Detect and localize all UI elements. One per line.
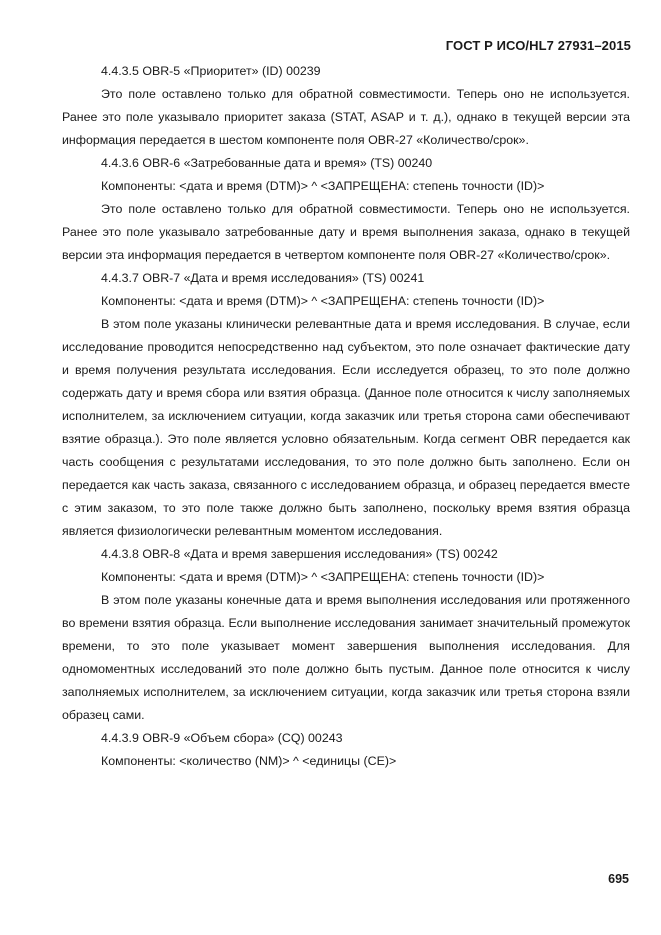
section-heading-obr-6: 4.4.3.6 OBR-6 «Затребованные дата и время» (TS) 00240	[101, 156, 433, 170]
page-number: 695	[608, 872, 629, 886]
components-line-obr-7: Компоненты: <дата и время (DTM)> ^ <ЗАПРЕЩЕНА: степень точности (ID)>	[101, 294, 545, 308]
paragraph-obr-5-description: Это поле оставлено только для обратной совместимости. Теперь оно не используется. Ранее это поле указывало приоритет заказа (STAT, ASAP и т. д.), однако в текущей версии эта информация передается в шестом компоненте поля OBR-27 «Количество/срок».	[62, 87, 630, 147]
section-heading-obr-9: 4.4.3.9 OBR-9 «Объем сбора» (CQ) 00243	[101, 731, 343, 745]
document-body	[62, 60, 630, 773]
components-line-obr-8: Компоненты: <дата и время (DTM)> ^ <ЗАПРЕЩЕНА: степень точности (ID)>	[101, 570, 545, 584]
document-header: ГОСТ Р ИСО/HL7 27931–2015	[445, 38, 631, 53]
components-line-obr-6: Компоненты: <дата и время (DTM)> ^ <ЗАПРЕЩЕНА: степень точности (ID)>	[101, 179, 545, 193]
section-heading-obr-8: 4.4.3.8 OBR-8 «Дата и время завершения исследования» (TS) 00242	[101, 547, 498, 561]
components-line-obr-9: Компоненты: <количество (NM)> ^ <единицы (CE)>	[101, 754, 397, 768]
section-heading-obr-7: 4.4.3.7 OBR-7 «Дата и время исследования» (TS) 00241	[101, 271, 425, 285]
paragraph-obr-7-description: В этом поле указаны клинически релевантные дата и время исследования. В случае, если исследование проводится непосредственно над субъектом, это поле означает фактические дату и время получения результата исследования. Если исследуется образец, то это поле должно содержать дату и время сбора или взятия образца. (Данное поле относится к числу заполняемых исполнителем, за исключением ситуации, когда заказчик или третья сторона сами обеспечивают взятие образца.). Это поле является условно обязательным. Когда сегмент OBR передается как часть сообщения с результатами исследования, то это поле должно быть заполнено. Если он передается как часть заказа, связанного с исследованием образца, и образец передается вместе с этим заказом, то это поле также должно быть заполнено, поскольку время взятия образца является физиологически релевантным моментом исследования.	[62, 317, 630, 538]
paragraph-obr-6-description: Это поле оставлено только для обратной совместимости. Теперь оно не используется. Ранее это поле указывало затребованные дату и время выполнения заказа, однако в текущей версии эта информация передается в четвертом компоненте поля OBR-27 «Количество/срок».	[62, 202, 630, 262]
paragraph-obr-8-description: В этом поле указаны конечные дата и время выполнения исследования или протяженного во времени взятия образца. Если выполнение исследования занимает значительный промежуток времени, то это поле указывает момент завершения выполнения исследования. Для одномоментных исследований это поле должно быть пустым. Данное поле относится к числу заполняемых исполнителем, за исключением ситуации, когда заказчик или третья сторона взяли образец сами.	[62, 593, 630, 722]
section-heading-obr-5: 4.4.3.5 OBR-5 «Приоритет» (ID) 00239	[101, 64, 321, 78]
